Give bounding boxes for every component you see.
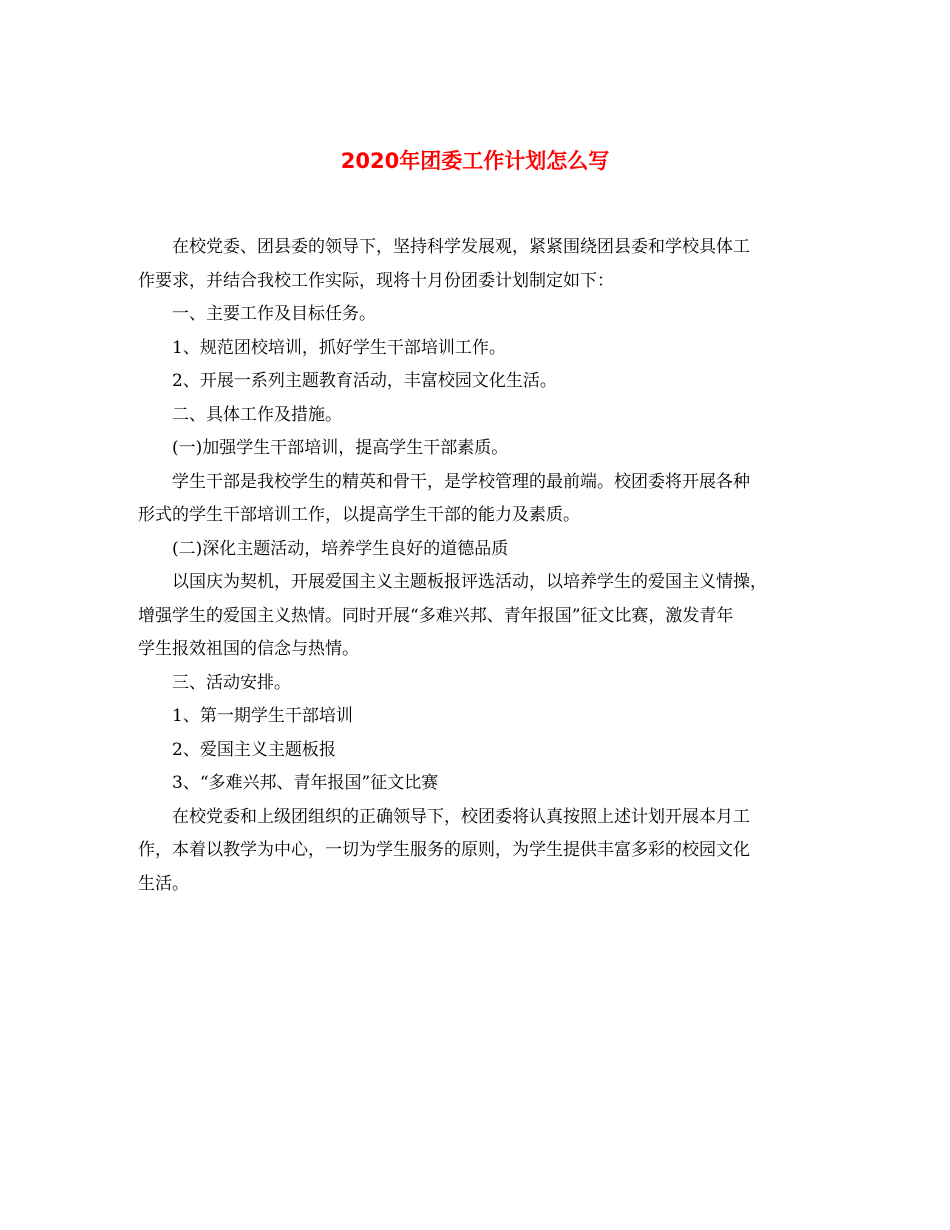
subsection-heading: [138, 533, 814, 567]
text-line: 以国庆为契机，开展爱国主义主题板报评选活动，以培养学生的爱国主义情操，: [172, 572, 767, 592]
text-line: 学生报效祖国的信念与热情。: [138, 639, 359, 659]
section-heading-2: [138, 399, 814, 433]
paragraph-national-day: [138, 566, 814, 667]
text-line: 形式的学生干部培训工作，以提高学生干部的能力及素质。: [138, 505, 580, 525]
text-line: 作，本着以教学为中心，一切为学生服务的原则，为学生提供丰富多彩的校园文化: [138, 840, 750, 860]
text-line: 3、“多难兴邦、青年报国”征文比赛: [172, 773, 439, 793]
list-item: [138, 332, 814, 366]
text-line: 生活。: [138, 873, 189, 894]
text-line: 1、第一期学生干部培训: [172, 706, 353, 726]
list-item: [138, 734, 814, 768]
section-heading-1: [138, 298, 814, 332]
document-title: 2020年团委工作计划怎么写: [340, 149, 610, 173]
text-line: 二、具体工作及措施。: [172, 404, 342, 425]
list-item: [138, 365, 814, 399]
text-line: 2、爱国主义主题板报: [172, 739, 336, 760]
text-line: 在校党委、团县委的领导下，坚持科学发展观，紧紧围绕团县委和学校具体工: [172, 237, 750, 257]
text-line: 增强学生的爱国主义热情。同时开展“多难兴邦、青年报国”征文比赛，激发青年: [138, 605, 734, 626]
subsection-heading: [138, 432, 814, 466]
text-line: 一、主要工作及目标任务。: [172, 304, 376, 324]
text-line: 三、活动安排。: [172, 672, 291, 693]
text-line: (一)加强学生干部培训，提高学生干部素质。: [172, 438, 509, 458]
paragraph-conclusion: [138, 801, 814, 902]
paragraph-training: [138, 466, 814, 533]
list-item: [138, 767, 814, 801]
text-line: 作要求，并结合我校工作实际，现将十月份团委计划制定如下：: [138, 270, 614, 291]
section-heading-3: [138, 667, 814, 701]
paragraph-intro: [138, 231, 814, 298]
text-line: 2、开展一系列主题教育活动，丰富校园文化生活。: [172, 371, 557, 391]
text-line: (二)深化主题活动，培养学生良好的道德品质: [172, 538, 509, 559]
text-line: 学生干部是我校学生的精英和骨干，是学校管理的最前端。校团委将开展各种: [172, 471, 750, 492]
document-body: [138, 231, 814, 901]
text-line: 1、规范团校培训，抓好学生干部培训工作。: [172, 337, 506, 358]
text-line: 在校党委和上级团组织的正确领导下，校团委将认真按照上述计划开展本月工: [172, 806, 750, 827]
list-item: [138, 700, 814, 734]
